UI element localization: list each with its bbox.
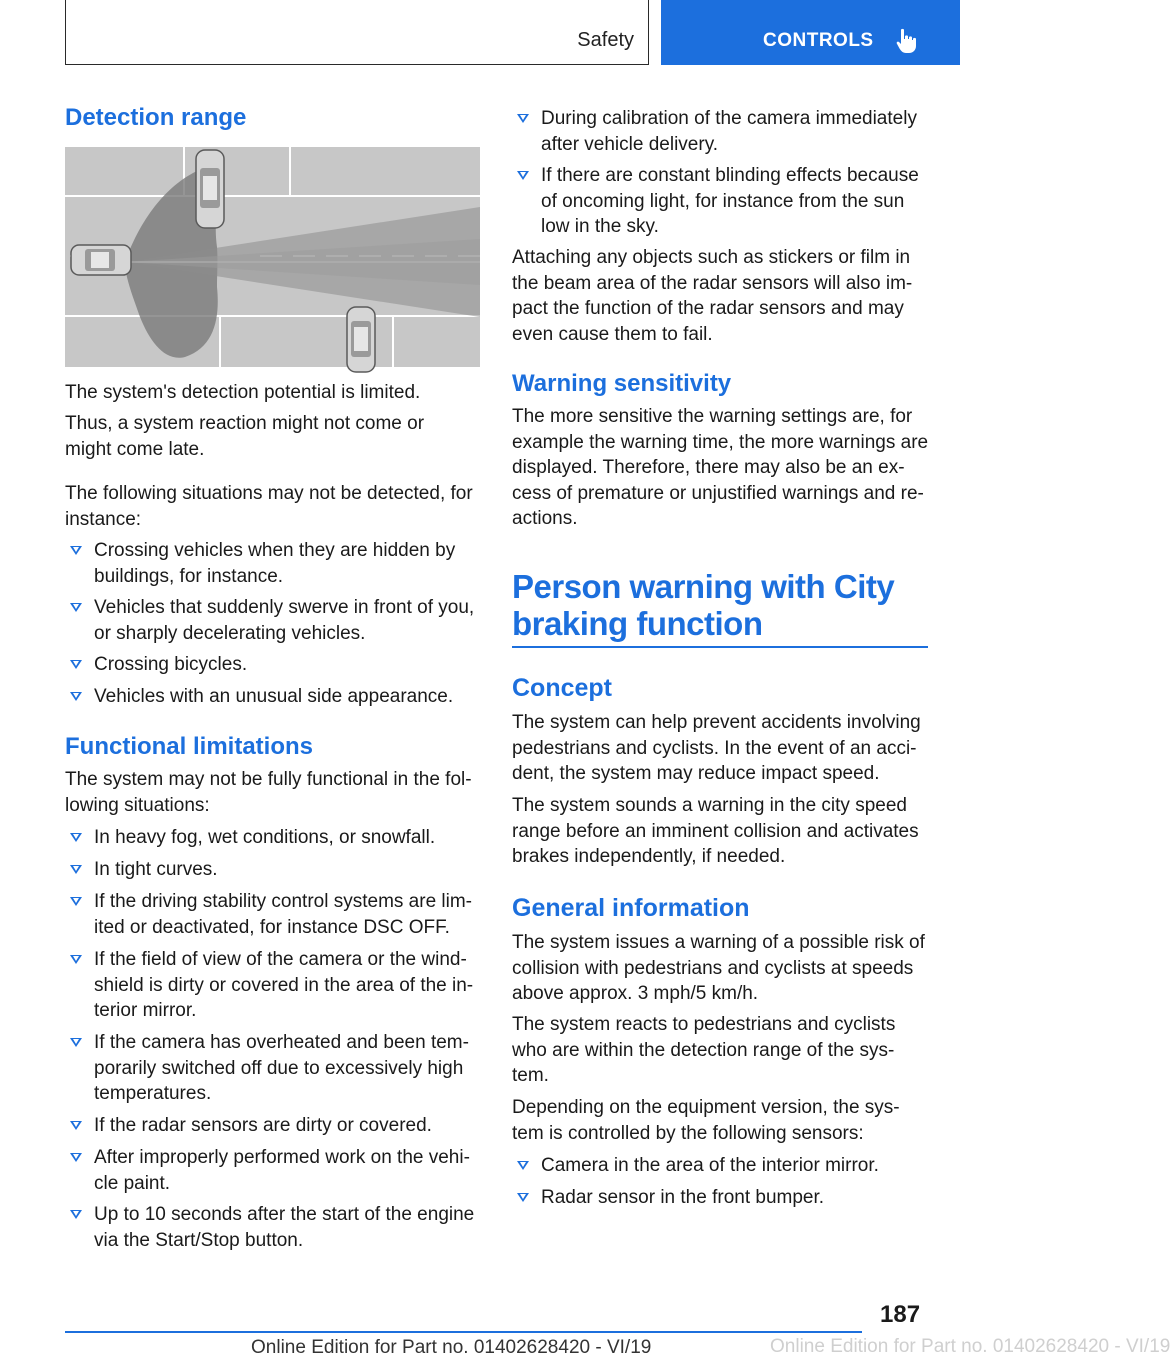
heading-functional-limitations: Functional limitations <box>65 733 314 760</box>
text-line: collision with pedestrians and cyclists at speeds <box>512 957 914 979</box>
heading-detection-range: Detection range <box>65 104 247 131</box>
paragraph-sensors <box>512 1095 900 1146</box>
paragraph-limitations <box>65 767 472 818</box>
paragraph-concept <box>512 710 921 787</box>
text-line: The system reacts to pedestrians and cyclists <box>512 1014 896 1035</box>
text-line: Attaching any objects such as stickers or film in <box>512 247 911 268</box>
text-line: example the warning time, the more warnings are <box>512 431 929 453</box>
text-line: displayed. Therefore, there may also be an ex- <box>512 457 905 478</box>
bullet-triangle-icon <box>70 955 82 964</box>
heading-line: Person warning with City <box>512 568 895 605</box>
text-line: buildings, for instance. <box>94 565 284 587</box>
bullet-triangle-icon <box>70 1038 82 1047</box>
bullet-triangle-icon <box>70 833 82 842</box>
bullet-triangle-icon <box>70 1210 82 1219</box>
text-line: ited or deactivated, for instance DSC OFF. <box>94 916 450 938</box>
text-line: Vehicles that suddenly swerve in front of you, <box>94 597 475 618</box>
text-line: low in the sky. <box>541 216 659 237</box>
paragraph-warning-sound <box>512 793 919 870</box>
heading-person-warning <box>512 568 894 642</box>
text-line: If the driving stability control systems are lim- <box>94 891 473 912</box>
text-line: the beam area of the radar sensors will also im- <box>512 272 913 294</box>
text-line: cess of premature or unjustified warnings and re- <box>512 482 924 504</box>
text-line: tem. <box>512 1065 549 1086</box>
text-line: Up to 10 seconds after the start of the engine <box>94 1204 475 1225</box>
text-line: After improperly performed work on the vehi- <box>94 1147 470 1168</box>
heading-general-information: General information <box>512 894 750 922</box>
text-line: Radar sensor in the front bumper. <box>541 1187 825 1208</box>
pointing-hand-icon <box>896 28 920 54</box>
text-line: dent, the system may reduce impact speed. <box>512 763 880 784</box>
text-line: The system can help prevent accidents involving <box>512 712 921 733</box>
text-line: tem is controlled by the following sensors: <box>512 1122 864 1144</box>
text-line: During calibration of the camera immediately <box>541 108 917 129</box>
text-line: pedestrians and cyclists. In the event of an acci- <box>512 737 917 759</box>
bullet-triangle-icon <box>70 897 82 906</box>
text-line: via the Start/Stop button. <box>94 1229 304 1251</box>
paragraph-reaction <box>65 411 424 462</box>
text-line: pact the function of the radar sensors and may <box>512 298 904 319</box>
heading-warning-sensitivity: Warning sensitivity <box>512 370 732 397</box>
bullet-triangle-icon <box>517 114 529 123</box>
text-line: terior mirror. <box>94 1000 197 1021</box>
text-line: The system may not be fully functional in the fol- <box>65 769 472 790</box>
text-line: Vehicles with an unusual side appearance. <box>94 686 454 707</box>
text-line: The system issues a warning of a possible risk of <box>512 932 925 953</box>
text-line: might come late. <box>65 438 205 460</box>
paragraph-stickers <box>512 245 912 347</box>
text-line: brakes independently, if needed. <box>512 846 786 867</box>
footer-divider <box>65 1331 862 1333</box>
text-line: The following situations may not be detected, for <box>65 483 473 504</box>
text-line: Crossing bicycles. <box>94 654 248 675</box>
bullet-triangle-icon <box>70 1121 82 1130</box>
text-line: The system sounds a warning in the city speed <box>512 795 907 816</box>
bullet-triangle-icon <box>70 546 82 555</box>
bullet-triangle-icon <box>70 1153 82 1162</box>
text-line: If the radar sensors are dirty or covered. <box>94 1115 432 1136</box>
paragraph-reacts <box>512 1012 895 1089</box>
text-line: In tight curves. <box>94 859 218 880</box>
text-line: shield is dirty or covered in the area of the in- <box>94 974 474 996</box>
heading-line: braking function <box>512 605 763 642</box>
text-line: If the camera has overheated and been tem- <box>94 1032 469 1053</box>
text-line: actions. <box>512 508 578 529</box>
text-line: In heavy fog, wet conditions, or snowfall. <box>94 827 436 848</box>
paragraph-caption: The system's detection potential is limited. <box>65 382 421 403</box>
text-line: instance: <box>65 508 142 530</box>
heading-concept: Concept <box>512 674 612 702</box>
text-line: after vehicle delivery. <box>541 133 719 155</box>
page-number: 187 <box>880 1301 921 1328</box>
text-line: Thus, a system reaction might not come or <box>65 413 425 434</box>
text-line: who are within the detection range of the sys- <box>512 1039 895 1061</box>
bullet-triangle-icon <box>70 865 82 874</box>
text-line: cle paint. <box>94 1172 171 1194</box>
bullet-triangle-icon <box>517 1193 529 1202</box>
text-line: of oncoming light, for instance from the sun <box>541 190 905 212</box>
bullet-triangle-icon <box>517 1161 529 1170</box>
text-line: temperatures. <box>94 1083 212 1104</box>
paragraph-risk <box>512 930 925 1007</box>
text-line: even cause them to fail. <box>512 323 713 345</box>
text-line: If there are constant blinding effects because <box>541 165 919 186</box>
header-chapter-label: CONTROLS <box>763 30 874 51</box>
detection-range-figure <box>65 147 480 367</box>
text-line: porarily switched off due to excessively high <box>94 1057 464 1079</box>
text-line: above approx. 3 mph/5 km/h. <box>512 983 759 1004</box>
text-line: Depending on the equipment version, the sys- <box>512 1097 900 1118</box>
footer-edition: Online Edition for Part no. 01402628420 - VI/19 <box>251 1337 652 1358</box>
bullet-triangle-icon <box>70 603 82 612</box>
paragraph-situations <box>65 481 473 532</box>
section-divider <box>512 646 928 648</box>
text-line: If the field of view of the camera or the wind- <box>94 949 467 970</box>
text-line: range before an imminent collision and activates <box>512 820 919 842</box>
text-line: Camera in the area of the interior mirror. <box>541 1155 879 1176</box>
footer-watermark: Online Edition for Part no. 01402628420 - VI/19 <box>770 1336 1170 1357</box>
bullet-triangle-icon <box>70 660 82 669</box>
bullet-triangle-icon <box>70 692 82 701</box>
paragraph-sensitivity <box>512 404 928 532</box>
text-line: The more sensitive the warning settings are, for <box>512 406 913 427</box>
text-line: Crossing vehicles when they are hidden by <box>94 540 456 561</box>
bullet-triangle-icon <box>517 171 529 180</box>
header-section-label: Safety <box>577 29 634 51</box>
text-line: or sharply decelerating vehicles. <box>94 622 366 644</box>
text-line: lowing situations: <box>65 794 210 816</box>
header-section-tab <box>65 0 649 65</box>
